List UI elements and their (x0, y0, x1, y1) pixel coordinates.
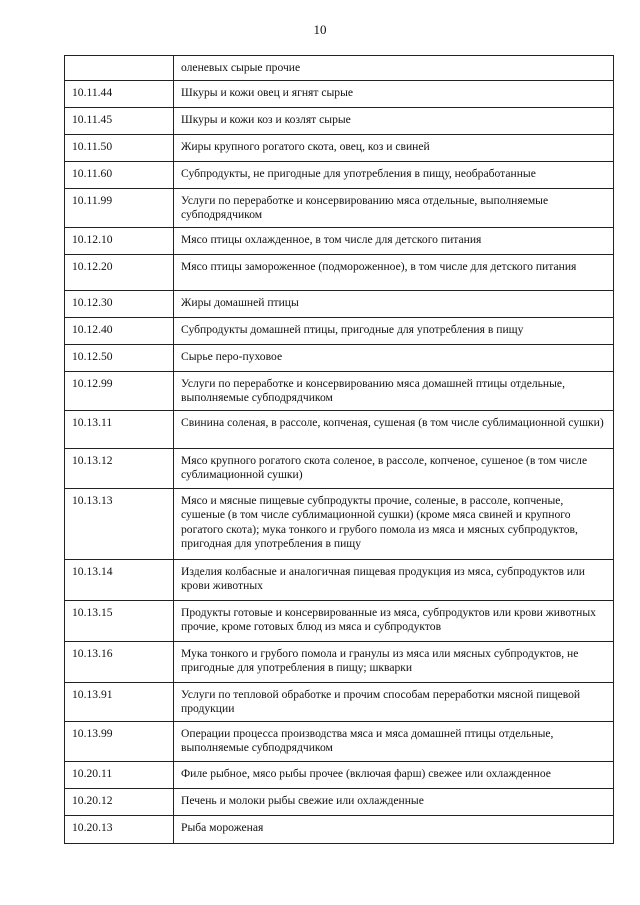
description-cell: Мука тонкого и грубого помола и гранулы из мяса или мясных субпродуктов, не пригодные для употребления в пищу; шкварки (174, 641, 614, 682)
description-cell: Рыба мороженая (174, 815, 614, 843)
table-row (65, 761, 614, 788)
code-cell: 10.13.13 (65, 488, 174, 559)
description-cell: оленевых сырые прочие (174, 56, 614, 81)
code-cell: 10.13.91 (65, 682, 174, 721)
table-row (65, 641, 614, 682)
code-cell: 10.12.99 (65, 371, 174, 410)
table-row (65, 317, 614, 344)
table-row (65, 344, 614, 371)
description-cell: Жиры крупного рогатого скота, овец, коз и свиней (174, 134, 614, 161)
description-cell: Мясо птицы охлажденное, в том числе для детского питания (174, 227, 614, 254)
table-row (65, 107, 614, 134)
table-row (65, 682, 614, 721)
description-cell: Мясо и мясные пищевые субпродукты прочие, соленые, в рассоле, копченые, сушеные (в том числе сублимационной сушки) (кроме мяса свиней и крупного рогатого скота); мука тонкого и грубого помола из мяса и мясных субпродуктов, пригодная для употребления в пищу (174, 488, 614, 559)
description-cell: Сырье перо-пуховое (174, 344, 614, 371)
table-row (65, 815, 614, 843)
table-row (65, 56, 614, 81)
code-cell: 10.13.12 (65, 448, 174, 488)
description-cell: Услуги по переработке и консервированию мяса домашней птицы отдельные, выполняемые субподрядчиком (174, 371, 614, 410)
description-cell: Субпродукты, не пригодные для употребления в пищу, необработанные (174, 161, 614, 188)
code-cell: 10.13.14 (65, 559, 174, 600)
description-cell: Печень и молоки рыбы свежие или охлажденные (174, 788, 614, 815)
description-cell: Операции процесса производства мяса и мяса домашней птицы отдельные, выполняемые субподрядчиком (174, 721, 614, 761)
code-cell: 10.11.99 (65, 188, 174, 227)
description-cell: Шкуры и кожи овец и ягнят сырые (174, 80, 614, 107)
description-cell: Субпродукты домашней птицы, пригодные для употребления в пищу (174, 317, 614, 344)
description-cell: Продукты готовые и консервированные из мяса, субпродуктов или крови животных прочие, кроме готовых блюд из мяса и субпродуктов (174, 600, 614, 641)
table-row (65, 134, 614, 161)
code-cell: 10.20.12 (65, 788, 174, 815)
okpd-codes-table (64, 55, 614, 844)
code-cell: 10.20.13 (65, 815, 174, 843)
table-row (65, 371, 614, 410)
code-cell: 10.13.99 (65, 721, 174, 761)
description-cell: Филе рыбное, мясо рыбы прочее (включая фарш) свежее или охлажденное (174, 761, 614, 788)
table-row (65, 227, 614, 254)
code-cell: 10.11.50 (65, 134, 174, 161)
code-cell: 10.12.40 (65, 317, 174, 344)
page-number: 10 (313, 22, 327, 37)
table-row (65, 161, 614, 188)
table-row (65, 80, 614, 107)
code-cell: 10.11.45 (65, 107, 174, 134)
code-cell: 10.13.15 (65, 600, 174, 641)
codes-table-body (65, 56, 614, 844)
table-row (65, 448, 614, 488)
description-cell: Жиры домашней птицы (174, 290, 614, 317)
table-row (65, 290, 614, 317)
code-cell: 10.13.11 (65, 410, 174, 448)
table-row (65, 254, 614, 290)
description-cell: Мясо птицы замороженное (подмороженное), в том числе для детского питания (174, 254, 614, 290)
description-cell: Свинина соленая, в рассоле, копченая, сушеная (в том числе сублимационной сушки) (174, 410, 614, 448)
code-cell: 10.12.20 (65, 254, 174, 290)
code-cell (65, 56, 174, 81)
table-row (65, 600, 614, 641)
code-cell: 10.11.60 (65, 161, 174, 188)
code-cell: 10.12.10 (65, 227, 174, 254)
table-row (65, 788, 614, 815)
description-cell: Изделия колбасные и аналогичная пищевая продукция из мяса, субпродуктов или крови животных (174, 559, 614, 600)
table-row (65, 188, 614, 227)
code-cell: 10.12.50 (65, 344, 174, 371)
code-cell: 10.12.30 (65, 290, 174, 317)
description-cell: Шкуры и кожи коз и козлят сырые (174, 107, 614, 134)
code-cell: 10.13.16 (65, 641, 174, 682)
code-cell: 10.20.11 (65, 761, 174, 788)
table-row (65, 410, 614, 448)
table-row (65, 488, 614, 559)
table-row (65, 559, 614, 600)
description-cell: Услуги по переработке и консервированию мяса отдельные, выполняемые субподрядчиком (174, 188, 614, 227)
description-cell: Мясо крупного рогатого скота соленое, в рассоле, копченое, сушеное (в том числе сублимационной сушки) (174, 448, 614, 488)
code-cell: 10.11.44 (65, 80, 174, 107)
description-cell: Услуги по тепловой обработке и прочим способам переработки мясной пищевой продукции (174, 682, 614, 721)
table-row (65, 721, 614, 761)
